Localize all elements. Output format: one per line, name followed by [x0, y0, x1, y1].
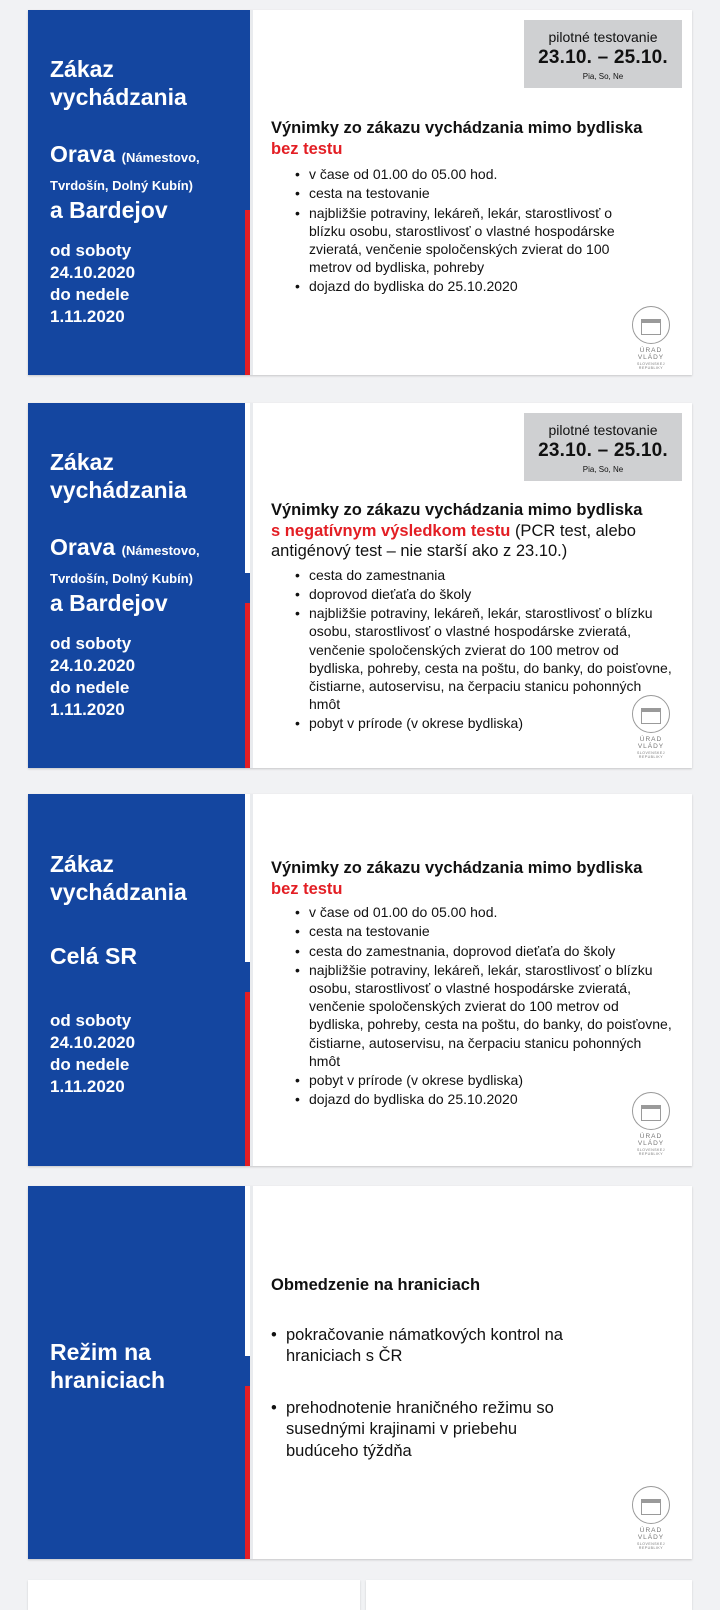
region-main: Orava — [50, 534, 116, 560]
heading-text: Výnimky zo zákazu vychádzania mimo bydliska — [271, 501, 643, 519]
separator-thin — [250, 794, 253, 1166]
separator-thin — [250, 1186, 253, 1559]
slide-left-panel — [28, 794, 245, 1166]
crest-icon — [632, 695, 670, 733]
period-line: 1.11.2020 — [50, 1077, 125, 1097]
crest-sublabel: SLOVENSKEJ REPUBLIKY — [637, 751, 665, 759]
list-item: • pobyt v prírode (v okrese bydliska) — [309, 1071, 672, 1089]
badge-label: pilotné testovanie — [548, 29, 658, 45]
region-block — [50, 533, 240, 617]
badge-days: Pia, So, Ne — [582, 465, 624, 474]
slide-orava-bardejov-bez-testu[interactable] — [28, 10, 692, 375]
government-crest — [628, 1486, 674, 1550]
period-block — [50, 1010, 135, 1098]
government-crest — [628, 695, 674, 759]
slide-cela-sr[interactable] — [28, 794, 692, 1166]
exceptions-heading — [271, 858, 672, 899]
separator-thin — [250, 403, 253, 768]
next-card-right[interactable] — [366, 1580, 692, 1610]
slide-left-panel — [28, 10, 245, 375]
exceptions-list — [271, 903, 672, 1108]
region-detail: (Námestovo, Tvrdošín, Dolný Kubín) — [50, 543, 200, 587]
list-item: • cesta na testovanie — [309, 922, 672, 940]
list-item: • v čase od 01.00 do 05.00 hod. — [309, 903, 672, 921]
list-item: • doprovod dieťaťa do školy — [309, 585, 672, 603]
period-line: do nedele — [50, 285, 130, 305]
region-block — [50, 140, 240, 224]
region-main: Orava — [50, 141, 116, 167]
slide-content — [271, 118, 672, 297]
crest-icon — [632, 306, 670, 344]
period-block — [50, 633, 135, 721]
crest-label: ÚRAD VLÁDY — [637, 1527, 665, 1541]
period-line: 24.10.2020 — [50, 656, 136, 676]
border-heading: Obmedzenie na hraniciach — [271, 1276, 481, 1294]
period-line: od soboty — [50, 241, 132, 260]
region-main: Celá SR — [50, 943, 137, 969]
left-title: Zákaz vychádzania — [50, 449, 187, 504]
slide-left-panel — [28, 403, 245, 768]
heading-highlight: s negatívnym výsledkom testu — [271, 521, 511, 540]
region-detail: (Námestovo, Tvrdošín, Dolný Kubín) — [50, 150, 200, 194]
list-item: • najbližšie potraviny, lekáreň, lekár, starostlivosť o blízku osobu, starostlivosť o vlastné hospodárske zvieratá, venčenie spoločenských zvierat do 100 metrov od bydliska, pohreby, cesta na poštu, do banky, do poisťovne, čistiarne, autoservisu, na čerpaciu stanicu pohonných hmôt — [309, 604, 672, 713]
exceptions-list — [271, 566, 672, 733]
period-line: 24.10.2020 — [50, 1033, 136, 1053]
slide-left-panel — [28, 1186, 245, 1559]
heading-text: Výnimky zo zákazu vychádzania mimo bydliska — [271, 859, 643, 877]
region-extra: a Bardejov — [50, 197, 168, 224]
crest-sublabel: SLOVENSKEJ REPUBLIKY — [637, 1148, 665, 1156]
period-line: 1.11.2020 — [50, 700, 125, 720]
government-crest — [628, 306, 674, 370]
crest-icon — [632, 1486, 670, 1524]
pilot-testing-badge — [524, 20, 682, 88]
period-line: do nedele — [50, 1055, 130, 1075]
list-item: • dojazd do bydliska do 25.10.2020 — [309, 1090, 672, 1108]
slide-content — [271, 500, 672, 734]
heading-note: (PCR test, alebo antigénový test – nie starší ako z 23.10.) — [271, 521, 636, 561]
left-title: Režim na hraniciach — [50, 1339, 166, 1394]
period-line: do nedele — [50, 678, 130, 698]
badge-label: pilotné testovanie — [548, 422, 658, 438]
list-item: • cesta do zamestnania — [309, 566, 672, 584]
list-item: • pobyt v prírode (v okrese bydliska) — [309, 714, 672, 732]
region-extra: a Bardejov — [50, 590, 168, 617]
slide-rezim-na-hraniciach[interactable] — [28, 1186, 692, 1559]
badge-dates: 23.10. – 25.10. — [538, 440, 668, 461]
slide-orava-bardejov-negativny-test[interactable] — [28, 403, 692, 768]
list-item: • pokračovanie námatkových kontrol na hraniciach s ČR — [271, 1325, 576, 1368]
list-item: • prehodnotenie hraničného režimu so susednými krajinami v priebehu budúceho týždňa — [271, 1398, 576, 1462]
next-card-left[interactable] — [28, 1580, 360, 1610]
period-line: 1.11.2020 — [50, 307, 125, 327]
period-block — [50, 240, 135, 328]
exceptions-heading — [271, 118, 672, 159]
slide-content — [271, 858, 672, 1109]
pilot-testing-badge — [524, 413, 682, 481]
period-line: od soboty — [50, 1011, 132, 1030]
crest-label: ÚRAD VLÁDY — [637, 736, 665, 750]
government-crest — [628, 1092, 674, 1156]
left-title: Zákaz vychádzania — [50, 56, 187, 111]
crest-icon — [632, 1092, 670, 1130]
crest-sublabel: SLOVENSKEJ REPUBLIKY — [637, 1542, 665, 1550]
list-item: • v čase od 01.00 do 05.00 hod. — [309, 165, 672, 183]
period-line: 24.10.2020 — [50, 263, 136, 283]
slide-content — [271, 1276, 672, 1462]
list-item: • dojazd do bydliska do 25.10.2020 — [309, 277, 672, 295]
crest-label: ÚRAD VLÁDY — [637, 1133, 665, 1147]
heading-text: Výnimky zo zákazu vychádzania mimo bydliska — [271, 119, 643, 137]
list-item: • cesta do zamestnania, doprovod dieťaťa do školy — [309, 942, 672, 960]
heading-highlight: bez testu — [271, 879, 343, 898]
list-item: • cesta na testovanie — [309, 184, 672, 202]
list-item: • najbližšie potraviny, lekáreň, lekár, starostlivosť o blízku osobu, starostlivosť o vlastné hospodárske zvieratá, venčenie spoločenských zvierat do 100 metrov od bydliska, pohreby, cesta na poštu, do banky, do poisťovne, čistiarne, autoservisu, na čerpaciu stanicu pohonných hmôt — [309, 961, 672, 1070]
heading-highlight: bez testu — [271, 139, 343, 158]
badge-days: Pia, So, Ne — [582, 72, 624, 81]
badge-dates: 23.10. – 25.10. — [538, 47, 668, 68]
period-line: od soboty — [50, 634, 132, 653]
exceptions-list — [271, 165, 672, 295]
exceptions-heading — [271, 500, 672, 562]
crest-sublabel: SLOVENSKEJ REPUBLIKY — [637, 362, 665, 370]
crest-label: ÚRAD VLÁDY — [637, 347, 665, 361]
separator-thin — [250, 10, 253, 375]
left-title: Zákaz vychádzania — [50, 851, 187, 906]
list-item: • najbližšie potraviny, lekáreň, lekár, starostlivosť o blízku osobu, starostlivosť o vlastné hospodárske zvieratá, venčenie spoločenských zvierat do 100 metrov od bydliska, pohreby — [309, 204, 672, 277]
